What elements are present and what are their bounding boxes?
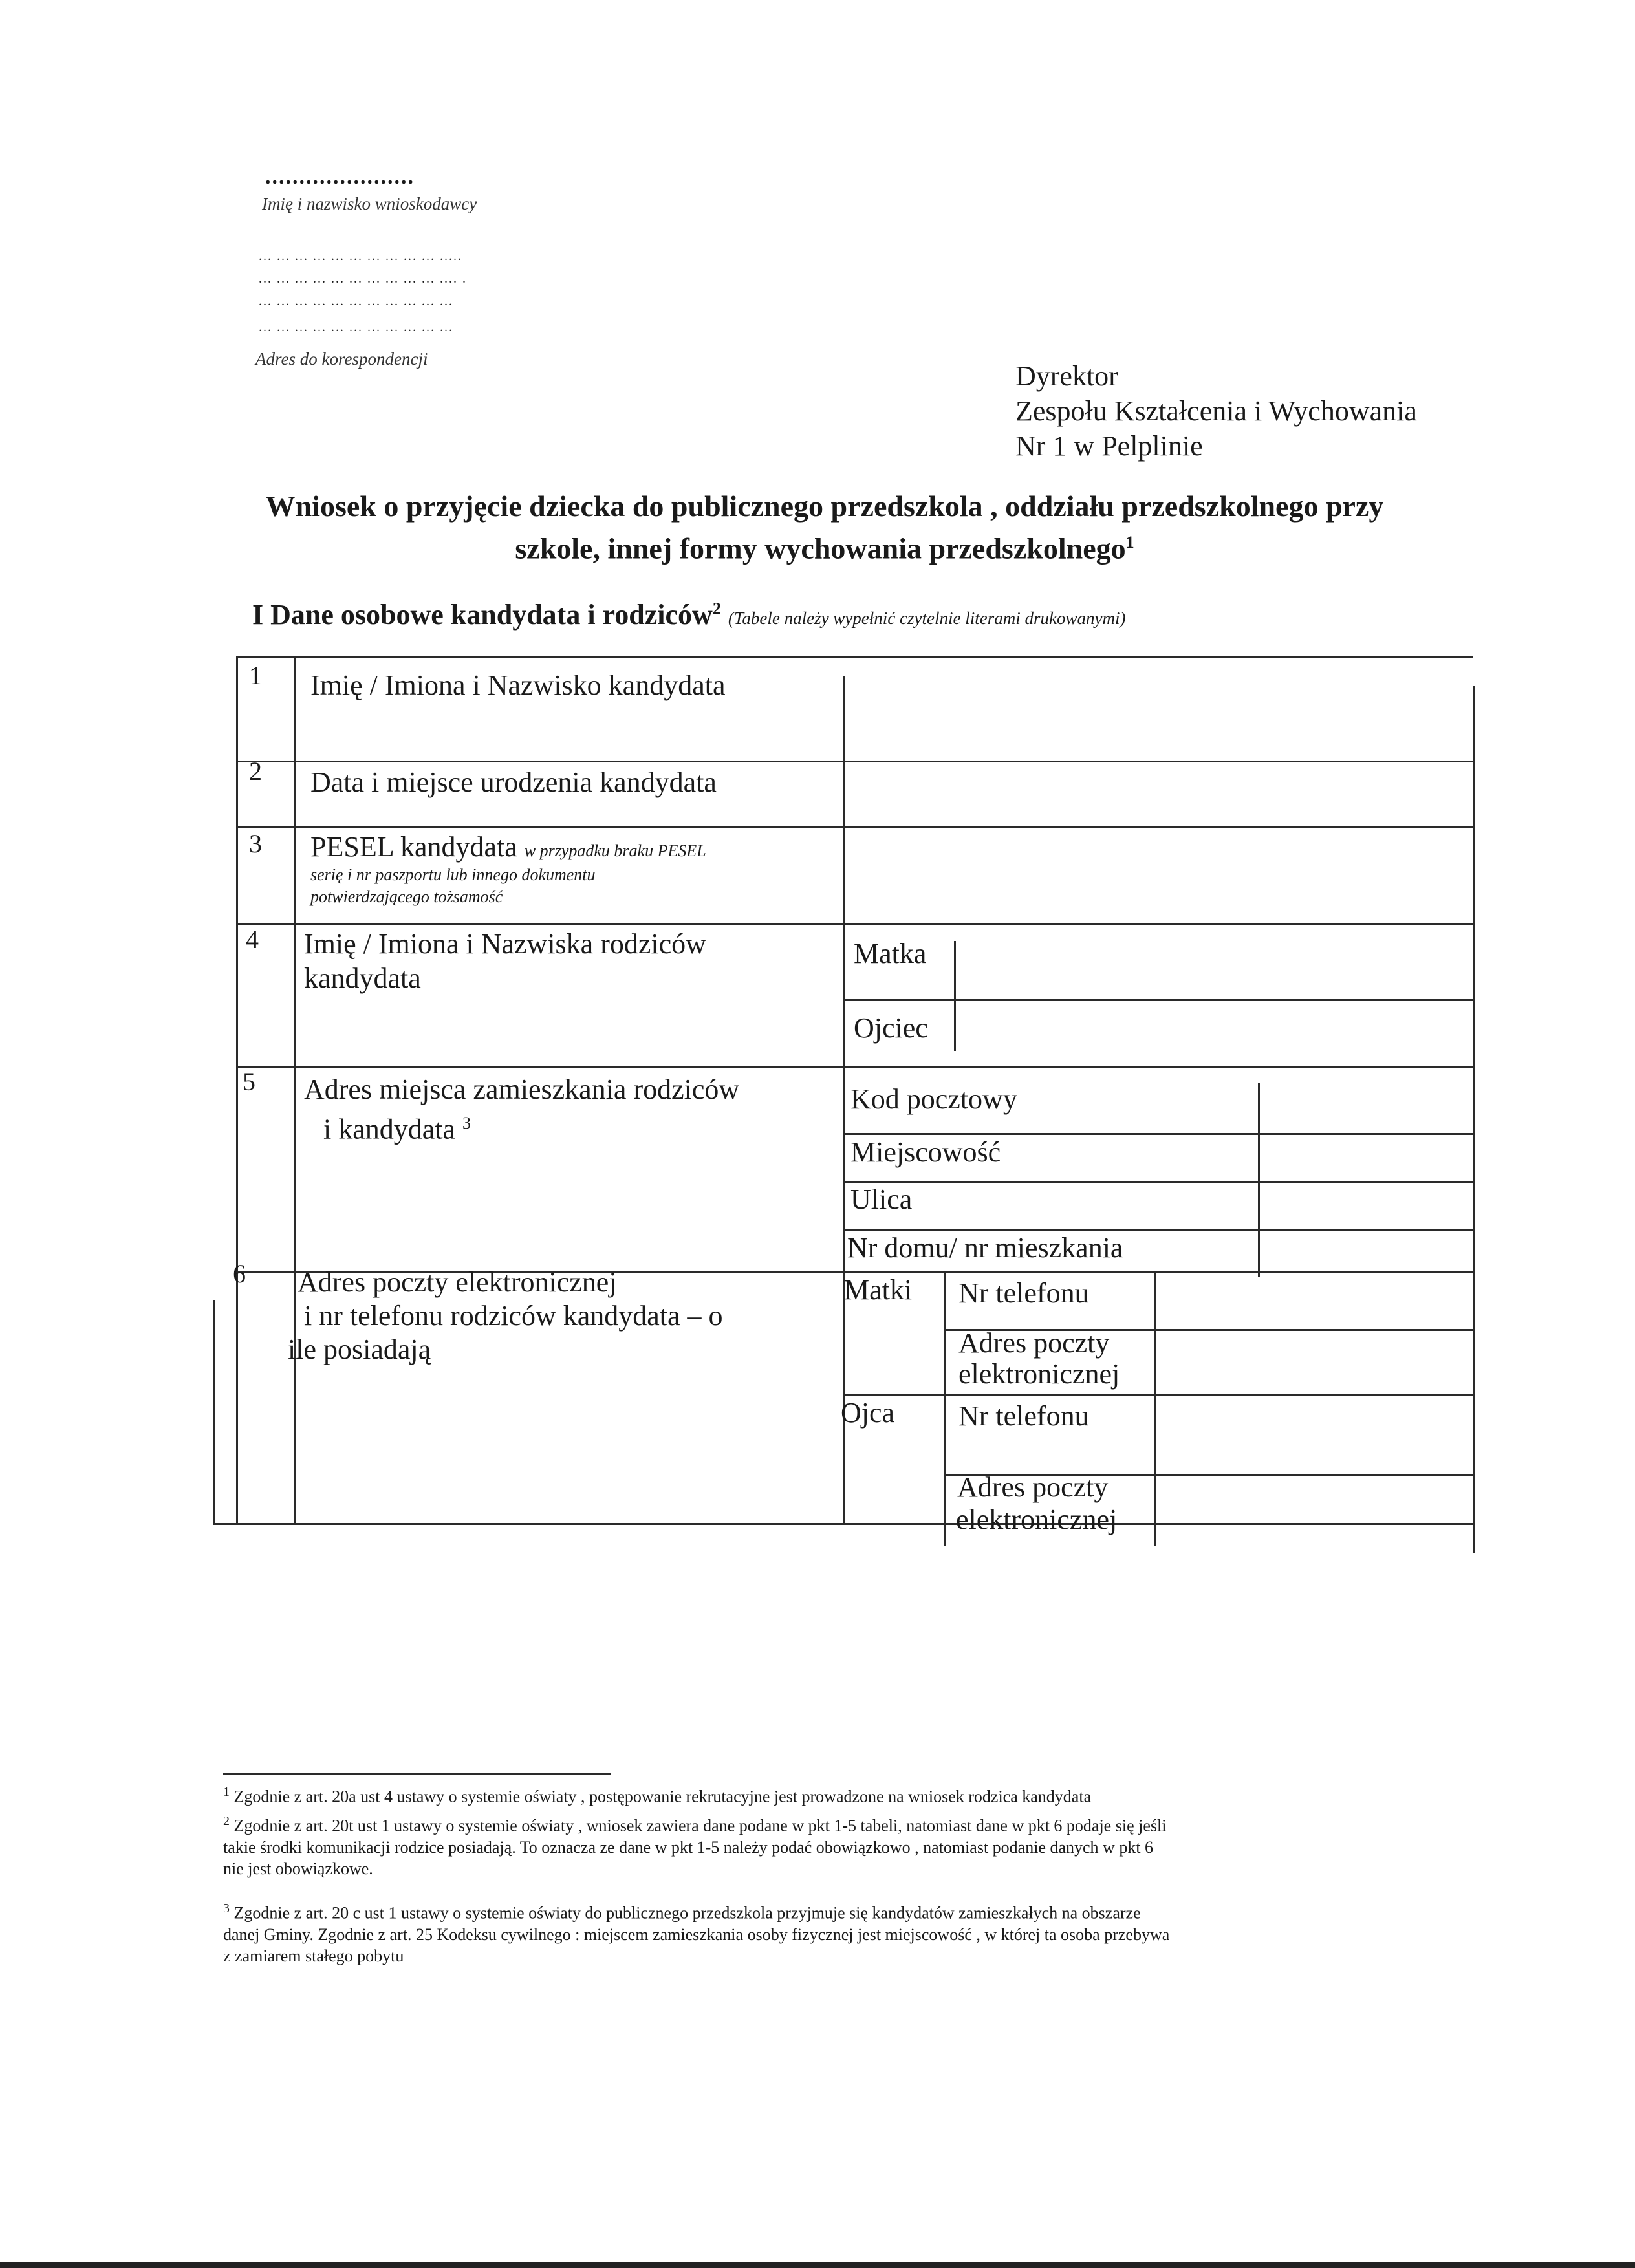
row-3-label: PESEL kandydata w przypadku braku PESEL [310, 831, 706, 863]
row-6-mother-phone-label: Nr telefonu [958, 1277, 1089, 1309]
applicant-name-label: Imię i nazwisko wnioskodawcy [262, 194, 477, 213]
row-4-father-label: Ojciec [854, 1012, 928, 1044]
address-label: Adres do korespondencji [255, 349, 428, 369]
row-3-note-line-2: potwierdzającego tożsamość [310, 887, 503, 906]
scan-bottom-edge [0, 2262, 1635, 2268]
row-5-label-line-2: i kandydata $^3$ [323, 1113, 471, 1145]
row-number-3: 3 [249, 829, 262, 858]
row-5-city-label: Miejscowość [850, 1136, 1001, 1168]
footnote-1: $^1$ Zgodnie z art. 20a ust 4 ustawy o systemie oświaty , postępowanie rekrutacyjne jest prowadzone na wniosek rodzica kandydata [223, 1785, 1092, 1806]
row-3-note-line-1: serię i nr paszportu lub innego dokumentu [310, 865, 596, 884]
row-number-1: 1 [249, 661, 262, 690]
row-4-mother-label: Matka [854, 938, 927, 969]
footnote-2: $^2$ Zgodnie z art. 20t ust 1 ustawy o systemie oświaty , wniosek zawiera dane podane w pkt 1-5 tabeli, natomiast dane w pkt 6 podaje się jeśli takie środki komunikacji rodzice posiadają. To oznacza ze dane w pkt 1-5 należy podać obowiązkowo , natomiast podanie danych w pkt 6 nie jest obowiązkowe. [223, 1814, 1167, 1878]
recipient-line-1: Dyrektor [1015, 360, 1118, 392]
row-1-label: Imię / Imiona i Nazwisko kandydata [310, 669, 726, 701]
row-5-house-number-label: Nr domu/ nr mieszkania [847, 1232, 1123, 1264]
row-5-street-label: Ulica [850, 1183, 913, 1215]
row-6-label-line-2: i nr telefonu rodziców kandydata – o [304, 1300, 723, 1332]
row-6-father-email-label-1: Adres poczty [957, 1471, 1109, 1503]
footnote-separator [223, 1773, 611, 1775]
section-heading: I Dane osobowe kandydata i rodziców$^2$ (Tabele należy wypełnić czytelnie literami drukowanymi) [252, 599, 1126, 631]
row-number-5: 5 [243, 1067, 255, 1096]
document-title [181, 488, 1468, 567]
row-6-label-line-3: ile posiadają [288, 1334, 431, 1365]
recipient-block [1015, 359, 1417, 464]
row-3-note-inline: w przypadku braku PESEL [524, 841, 706, 860]
address-dots-2: ... ... ... ... ... ... ... ... ... ... .... . [259, 272, 467, 286]
applicant-name-dots: ...................... [265, 165, 415, 189]
row-number-6: 6 [233, 1259, 246, 1288]
section-note: (Tabele należy wypełnić czytelnie literami drukowanymi) [728, 609, 1126, 628]
row-6-father-phone-label: Nr telefonu [958, 1400, 1089, 1432]
row-6-mother-email-label-2: elektronicznej [958, 1358, 1120, 1390]
row-2-label: Data i miejsce urodzenia kandydata [310, 766, 717, 798]
address-dots-1: ... ... ... ... ... ... ... ... ... ... ..... [259, 249, 462, 263]
row-4-label-line-2: kandydata [304, 962, 421, 994]
row-6-father-email-label-2: elektronicznej [956, 1504, 1118, 1535]
row-4-label-line-1: Imię / Imiona i Nazwiska rodziców [304, 928, 706, 960]
row-6-mother-email-label-1: Adres poczty [958, 1327, 1110, 1359]
row-6-mother-label: Matki [844, 1274, 913, 1306]
title-line-2: szkole, innej formy wychowania przedszkolnego$^1$ [515, 532, 1134, 565]
row-5-label-line-1: Adres miejsca zamieszkania rodziców [304, 1074, 740, 1105]
recipient-line-3: Nr 1 w Pelplinie [1015, 430, 1203, 462]
title-line-1: Wniosek o przyjęcie dziecka do publicznego przedszkola , oddziału przedszkolnego przy [265, 490, 1384, 523]
section-footnote-ref: 2 [712, 599, 721, 618]
address-dots-4: ... ... ... ... ... ... ... ... ... ... ... [259, 320, 453, 334]
row-6-father-label: Ojca [841, 1397, 895, 1429]
address-dots-3: ... ... ... ... ... ... ... ... ... ... ... [259, 294, 453, 308]
row-5-footnote-ref: 3 [462, 1114, 471, 1132]
footnote-3: $^3$ Zgodnie z art. 20 c ust 1 ustawy o systemie oświaty do publicznego przedszkola przyjmuje się kandydatów zamieszkałych na obszarze danej Gminy. Zgodnie z art. 25 Kodeksu cywilnego : miejscem zamieszkania osoby fizycznej jest miejscowość , w której ta osoba przebywa z zamiarem stałego pobytu [223, 1901, 1170, 1965]
row-number-2: 2 [249, 757, 262, 786]
row-number-4: 4 [246, 925, 259, 954]
row-5-postal-code-label: Kod pocztowy [850, 1083, 1017, 1115]
title-footnote-ref: 1 [1125, 533, 1134, 552]
recipient-line-2: Zespołu Kształcenia i Wychowania [1015, 395, 1417, 427]
row-6-label-line-1: Adres poczty elektronicznej [298, 1266, 617, 1298]
